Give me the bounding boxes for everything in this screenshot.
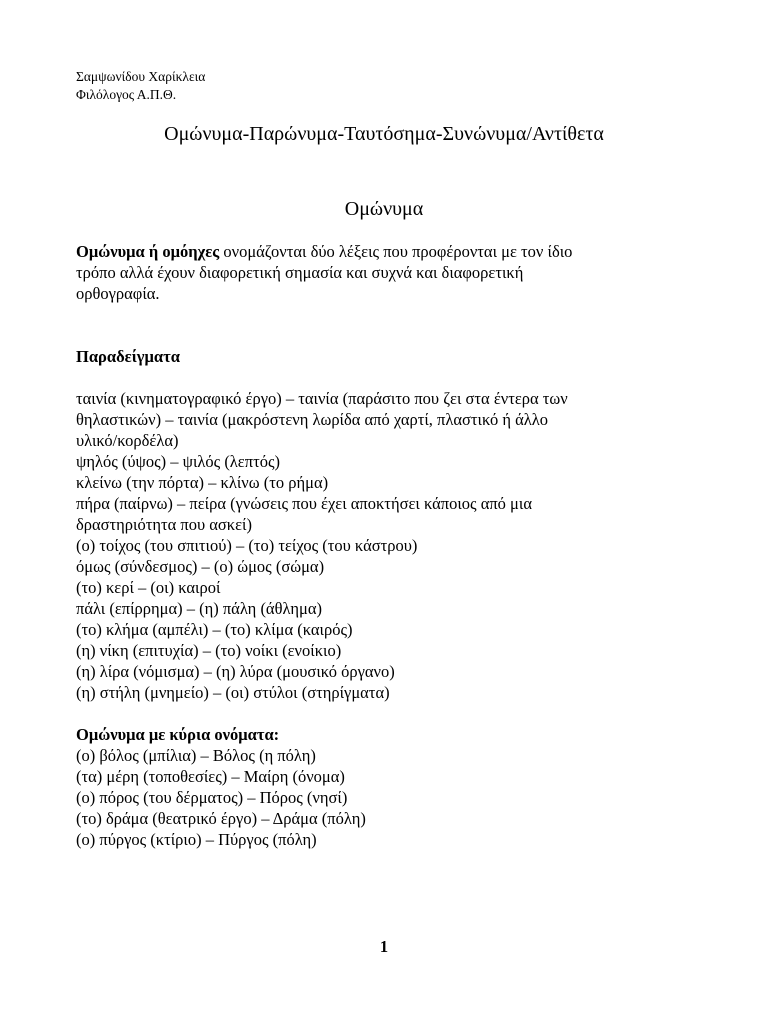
example-line: θηλαστικών) – ταινία (μακρόστενη λωρίδα από χαρτί, πλαστικό ή άλλο bbox=[76, 410, 548, 429]
example-line: (η) στήλη (μνημείο) – (οι) στύλοι (στηρίγματα) bbox=[76, 683, 390, 702]
example-line: πήρα (παίρνω) – πείρα (γνώσεις που έχει αποκτήσει κάποιος από μια bbox=[76, 494, 532, 513]
proper-name-line: (ο) πύργος (κτίριο) – Πύργος (πόλη) bbox=[76, 830, 317, 849]
example-line: δραστηριότητα που ασκεί) bbox=[76, 515, 252, 534]
example-line: ταινία (κινηματογραφικό έργο) – ταινία (παράσιτο που ζει στα έντερα των bbox=[76, 389, 568, 408]
example-line: όμως (σύνδεσμος) – (ο) ώμος (σώμα) bbox=[76, 557, 325, 576]
document-title: Ομώνυμα-Παρώνυμα-Ταυτόσημα-Συνώνυμα/Αντίθετα bbox=[164, 123, 604, 145]
example-line: κλείνω (την πόρτα) – κλίνω (το ρήμα) bbox=[76, 473, 329, 492]
intro-line-1 bbox=[76, 241, 676, 262]
intro-paragraph bbox=[76, 241, 676, 304]
intro-line-1-text: ονομάζονται δύο λέξεις που προφέρονται με τον ίδιο bbox=[219, 242, 573, 261]
examples-list bbox=[76, 388, 696, 703]
page-number: 1 bbox=[379, 937, 389, 956]
example-line: (η) λίρα (νόμισμα) – (η) λύρα (μουσικό όργανο) bbox=[76, 662, 395, 681]
proper-name-line: (το) δράμα (θεατρικό έργο) – Δράμα (πόλη) bbox=[76, 809, 366, 828]
example-line: πάλι (επίρρημα) – (η) πάλη (άθλημα) bbox=[76, 599, 322, 618]
proper-name-line: (ο) βόλος (μπίλια) – Βόλος (η πόλη) bbox=[76, 746, 316, 765]
author-role: Φιλόλογος Α.Π.Θ. bbox=[76, 87, 177, 102]
proper-name-line: (ο) πόρος (του δέρματος) – Πόρος (νησί) bbox=[76, 788, 348, 807]
intro-line-2: τρόπο αλλά έχουν διαφορετική σημασία και συχνά και διαφορετική bbox=[76, 263, 524, 282]
example-line: (το) κλήμα (αμπέλι) – (το) κλίμα (καιρός) bbox=[76, 620, 353, 639]
example-line: (ο) τοίχος (του σπιτιού) – (το) τείχος (του κάστρου) bbox=[76, 536, 418, 555]
example-line: (το) κερί – (οι) καιροί bbox=[76, 578, 221, 597]
intro-line-3: ορθογραφία. bbox=[76, 284, 160, 303]
proper-names-heading: Ομώνυμα με κύρια ονόματα: bbox=[76, 725, 280, 744]
example-line: ψηλός (ύψος) – ψιλός (λεπτός) bbox=[76, 452, 280, 471]
example-line: υλικό/κορδέλα) bbox=[76, 431, 179, 450]
examples-heading: Παραδείγματα bbox=[76, 347, 180, 366]
author-block bbox=[76, 68, 205, 104]
proper-name-line: (τα) μέρη (τοποθεσίες) – Μαίρη (όνομα) bbox=[76, 767, 345, 786]
example-line: (η) νίκη (επιτυχία) – (το) νοίκι (ενοίκιο) bbox=[76, 641, 342, 660]
section-title: Ομώνυμα bbox=[344, 198, 424, 220]
author-name: Σαμψωνίδου Χαρίκλεια bbox=[76, 69, 206, 84]
intro-term: Ομώνυμα ή ομόηχες bbox=[76, 242, 220, 261]
proper-names-list bbox=[76, 745, 696, 850]
